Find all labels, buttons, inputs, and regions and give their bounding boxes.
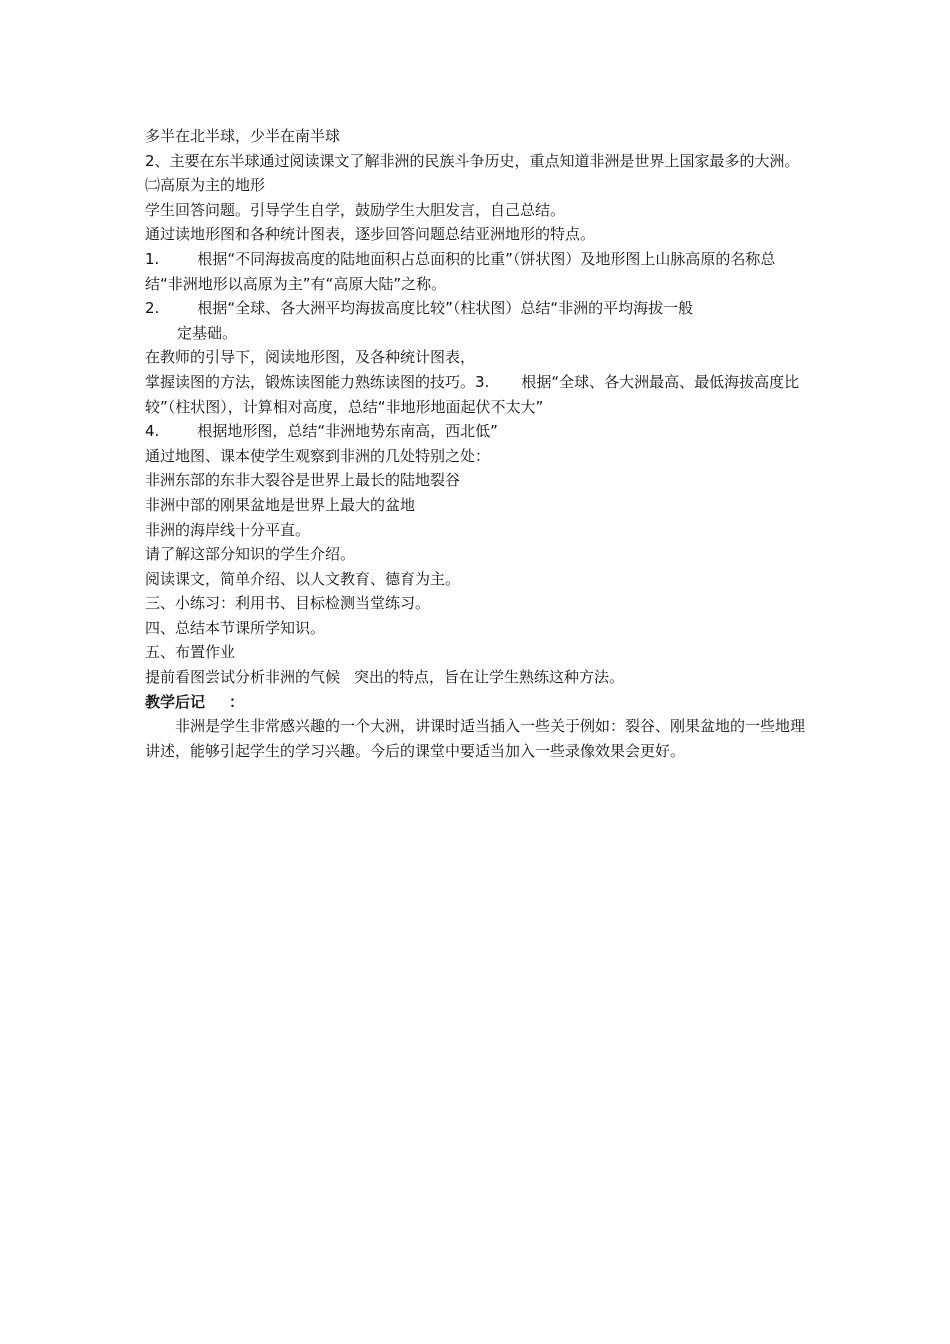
section-heading: ㈡高原为主的地形 — [145, 176, 266, 195]
heading-text: 教学后记 — [145, 692, 206, 711]
text-span: 掌握读图的方法，锻炼读图能力熟练读图的技巧。3. — [145, 372, 490, 391]
numbered-paragraph — [145, 296, 810, 321]
text-line: 非洲的海岸线十分平直。 — [145, 520, 311, 539]
text-line: 非洲中部的刚果盆地是世界上最大的盆地 — [145, 495, 416, 514]
list-number: 4. — [145, 422, 160, 441]
text-paragraph: 2、主要在东半球通过阅读课文了解非洲的民族斗争历史，重点知道非洲是世界上国家最多的大洲。 — [145, 151, 800, 170]
text-line: 定基础。 — [177, 323, 238, 342]
text-line: 在教师的引导下，阅读地形图，及各种统计图表， — [145, 348, 476, 367]
list-number: 2. — [145, 299, 160, 318]
list-text: 根据“全球、各大洲平均海拔高度比较”（柱状图）总结“非洲的平均海拔一般 — [197, 299, 694, 318]
reflection-paragraph: 非洲是学生非常感兴趣的一个大洲，讲课时适当插入一些关于例如：裂谷、刚果盆地的一些地理讲述，能够引起学生的学习兴趣。今后的课堂中要适当加入一些录像效果会更好。 — [145, 717, 806, 760]
numbered-paragraph — [145, 419, 810, 444]
text-line — [145, 665, 810, 690]
text-line: 非洲东部的东非大裂谷是世界上最长的陆地裂谷 — [145, 471, 461, 490]
list-text: 根据地形图，总结“非洲地势东南高，西北低” — [197, 422, 498, 441]
text-line: 阅读课文，简单介绍、以人文教育、德育为主。 — [145, 569, 461, 588]
text-line: 四、总结本节课所学知识。 — [145, 618, 326, 637]
text-line: 请了解这部分知识的学生介绍。 — [145, 545, 356, 564]
text-line: 三、小练习：利用书、目标检测当堂练习。 — [145, 594, 431, 613]
text-paragraph — [145, 370, 810, 419]
text-line: 通过地图、课本使学生观察到非洲的几处特别之处： — [145, 446, 491, 465]
document-body — [145, 124, 810, 763]
text-line: 通过读地形图和各种统计图表，逐步回答问题总结亚洲地形的特点。 — [145, 225, 596, 244]
text-line: 五、布置作业 — [145, 643, 236, 662]
text-span: 提前看图尝试分析非洲的气候 — [145, 668, 341, 687]
list-text: 根据“不同海拔高度的陆地面积占总面积的比重”（饼状图）及地形图上山脉高原的名称总结“非洲地形以高原为主”有“高原大陆”之称。 — [145, 249, 776, 293]
text-span: 突出的特点，旨在让学生熟练这种方法。 — [354, 668, 625, 687]
heading-colon: ： — [229, 692, 245, 711]
text-line: 多半在北半球，少半在南半球 — [145, 127, 341, 145]
list-number: 1. — [145, 249, 160, 268]
numbered-paragraph — [145, 247, 810, 296]
text-span: 根据“全球、各大洲最高、最低海拔高度比较”（柱状图），计算相对高度，总结“非地形地面起伏不太大” — [145, 372, 800, 416]
text-line: 学生回答问题。引导学生自学，鼓励学生大胆发言，自己总结。 — [145, 200, 566, 219]
reflection-heading — [145, 690, 810, 715]
